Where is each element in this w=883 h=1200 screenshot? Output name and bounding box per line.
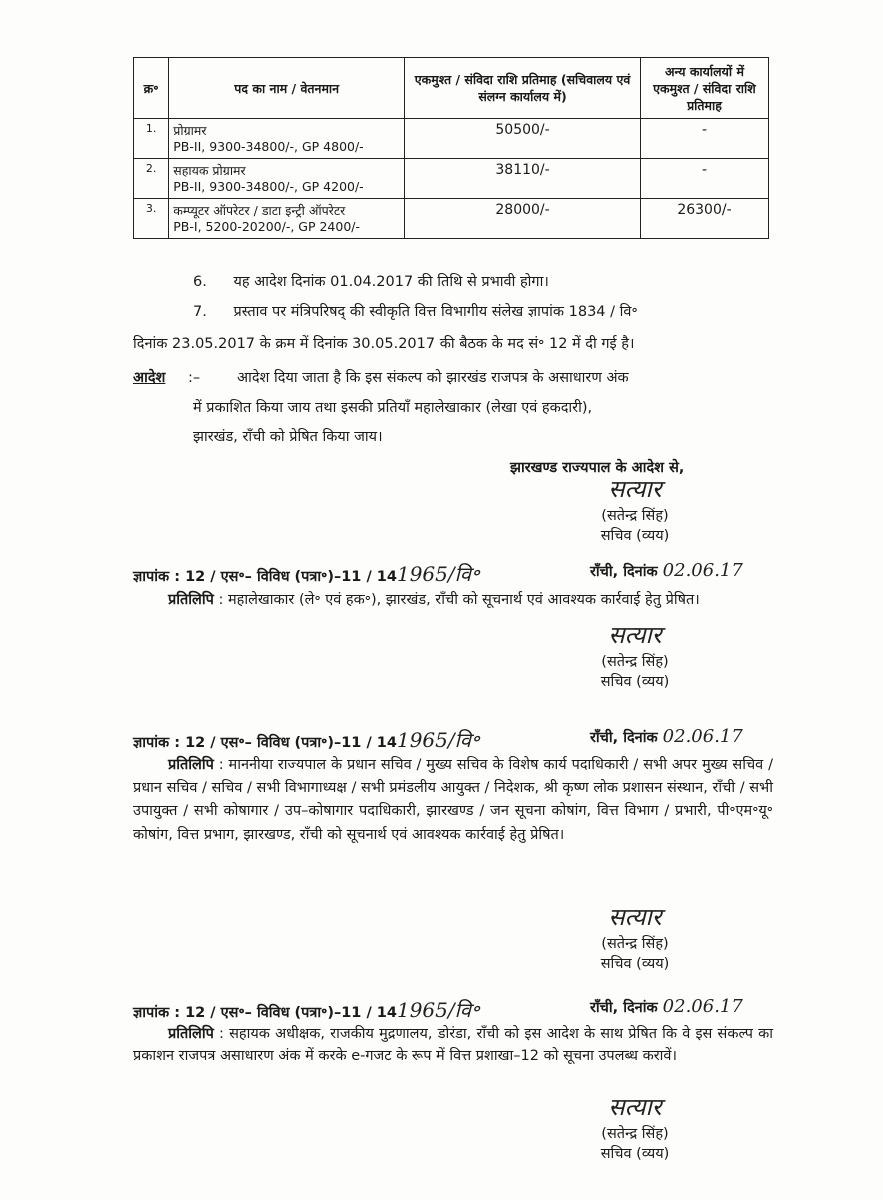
signature-block [560, 1090, 710, 1163]
pay-scale-table [133, 57, 769, 239]
copy-text: : सहायक अधीक्षक, राजकीय मुद्रणालय, डोरंडा, राँची को इस आदेश के साथ प्रेषित कि वे इस संकल्प का प्रकाशन राजपत्र असाधारण अंक में करके e-गजट के रूप में वित्त प्रशाखा–12 को सूचना उपलब्ध करावें। [133, 1026, 774, 1064]
memo-date-label: राँची, दिनांक [590, 564, 658, 580]
memo-date-label: राँची, दिनांक [590, 1000, 658, 1016]
order-line-1: आदेश दिया जाता है कि इस संकल्प को झारखंड राजपत्र के असाधारण अंक [237, 370, 629, 386]
pay-scale: PB-II, 9300-34800/-, GP 4800/- [173, 139, 364, 154]
memo-ref-handwritten: 1965/वि॰ [396, 998, 480, 1022]
table-row [134, 119, 769, 159]
memo-copy [133, 590, 773, 612]
row-other: - [640, 159, 768, 199]
pay-scale: PB-I, 5200-20200/-, GP 2400/- [173, 219, 361, 234]
memo-date [590, 560, 743, 581]
row-sn: 2. [134, 159, 169, 199]
post-name: सहायक प्रोग्रामर [173, 163, 246, 178]
row-sn: 3. [134, 199, 169, 239]
table-row [134, 159, 769, 199]
row-other: - [640, 119, 768, 159]
table-header-row [134, 58, 769, 119]
signature-block [560, 472, 710, 545]
row-post [169, 119, 405, 159]
memo-ref-number: ज्ञापांक : 12 / एस॰– विविध (पत्रा॰)–11 / 14 [133, 735, 397, 751]
point-7-text: प्रस्ताव पर मंत्रिपरिषद् की स्वीकृति वित्त विभागीय संलेख ज्ञापांक 1834 / वि॰ [233, 304, 638, 320]
memo-date-handwritten: 02.06.17 [662, 560, 743, 581]
order-dash: :– [188, 370, 201, 386]
signatory-designation: सचिव (व्यय) [600, 1146, 670, 1162]
memo-reference [133, 560, 479, 587]
row-post [169, 199, 405, 239]
memo-ref-handwritten: 1965/वि॰ [396, 562, 480, 586]
memo-date [590, 996, 743, 1017]
signature-image: सत्यार [608, 903, 662, 931]
col-header-amount: एकमुश्त / संविदा राशि प्रतिमाह (सचिवालय एवं संलग्न कार्यालय में) [405, 58, 641, 119]
governor-order: झारखण्ड राज्यपाल के आदेश से, [510, 460, 685, 476]
row-other: 26300/- [640, 199, 768, 239]
point-7 [193, 302, 773, 324]
point-7-number: 7. [193, 304, 207, 320]
row-post [169, 159, 405, 199]
order-line-3: झारखंड, राँची को प्रेषित किया जाय। [193, 429, 383, 445]
memo-date-label: राँची, दिनांक [590, 730, 658, 746]
memo-copy [133, 754, 773, 847]
col-header-post: पद का नाम / वेतनमान [169, 58, 405, 119]
point-6 [193, 272, 549, 294]
row-amount: 38110/- [405, 159, 641, 199]
signature-block [560, 618, 710, 691]
point-6-text: यह आदेश दिनांक 01.04.2017 की तिथि से प्रभावी होगा। [233, 274, 549, 290]
col-header-other: अन्य कार्यालयों में एकमुश्त / संविदा राशि प्रतिमाह [640, 58, 768, 119]
signatory-designation: सचिव (व्यय) [600, 528, 670, 544]
copy-text: : माननीया राज्यपाल के प्रधान सचिव / मुख्य सचिव के विशेष कार्य पदाधिकारी / सभी अपर मुख्य सचिव / प्रधान सचिव / सचिव / सभी विभागाध्यक्ष / सभी प्रमंडलीय आयुक्त / निदेशक, श्री कृष्ण लोक प्रशासन संस्थान, राँची / सभी उपायुक्त / सभी कोषागार / उप–कोषागार पदाधिकारी, झारखण्ड / जन सूचना कोषांग, वित्त विभाग / प्रभारी, पी॰एम॰यू॰ कोषांग, वित्त प्रभाग, झारखण्ड, राँची को सूचनार्थ एवं आवश्यक कार्रवाई हेतु प्रेषित। [133, 757, 773, 843]
copy-label: प्रतिलिपि [168, 1026, 214, 1042]
point-7-line2: दिनांक 23.05.2017 के क्रम में दिनांक 30.05.2017 की बैठक के मद सं॰ 12 में दी गई है। [133, 336, 635, 352]
signature-block [560, 900, 710, 973]
col-header-sn: क्र॰ [134, 58, 169, 119]
signatory-designation: सचिव (व्यय) [600, 674, 670, 690]
row-amount: 50500/- [405, 119, 641, 159]
signatory-name: (सतेन्द्र सिंह) [601, 508, 669, 524]
copy-label: प्रतिलिपि [168, 757, 214, 773]
memo-ref-handwritten: 1965/वि॰ [396, 728, 480, 752]
signatory-designation: सचिव (व्यय) [600, 956, 670, 972]
memo-copy [133, 1024, 773, 1068]
pay-scale: PB-II, 9300-34800/-, GP 4200/- [173, 179, 364, 194]
order-line-2: में प्रकाशित किया जाय तथा इसकी प्रतियाँ महालेखाकार (लेखा एवं हकदारी), [193, 400, 593, 416]
copy-label: प्रतिलिपि [168, 592, 214, 608]
signatory-name: (सतेन्द्र सिंह) [601, 936, 669, 952]
row-amount: 28000/- [405, 199, 641, 239]
signatory-name: (सतेन्द्र सिंह) [601, 1126, 669, 1142]
point-6-number: 6. [193, 274, 207, 290]
signature-image: सत्यार [608, 475, 662, 503]
memo-reference [133, 726, 479, 753]
memo-date-handwritten: 02.06.17 [662, 726, 743, 747]
post-name: प्रोग्रामर [173, 123, 207, 138]
memo-ref-number: ज्ञापांक : 12 / एस॰– विविध (पत्रा॰)–11 / 14 [133, 569, 397, 585]
memo-ref-number: ज्ञापांक : 12 / एस॰– विविध (पत्रा॰)–11 / 14 [133, 1005, 397, 1021]
signatory-name: (सतेन्द्र सिंह) [601, 654, 669, 670]
row-sn: 1. [134, 119, 169, 159]
signature-image: सत्यार [608, 1093, 662, 1121]
post-name: कम्प्यूटर ऑपरेटर / डाटा इन्ट्री ऑपरेटर [173, 203, 346, 218]
copy-text: : महालेखाकार (ले॰ एवं हक॰), झारखंड, राँची को सूचनार्थ एवं आवश्यक कार्रवाई हेतु प्रेषित। [218, 592, 700, 608]
signature-image: सत्यार [608, 621, 662, 649]
memo-date-handwritten: 02.06.17 [662, 996, 743, 1017]
table-row [134, 199, 769, 239]
memo-reference [133, 996, 479, 1023]
memo-date [590, 726, 743, 747]
order-label: आदेश [133, 370, 166, 386]
